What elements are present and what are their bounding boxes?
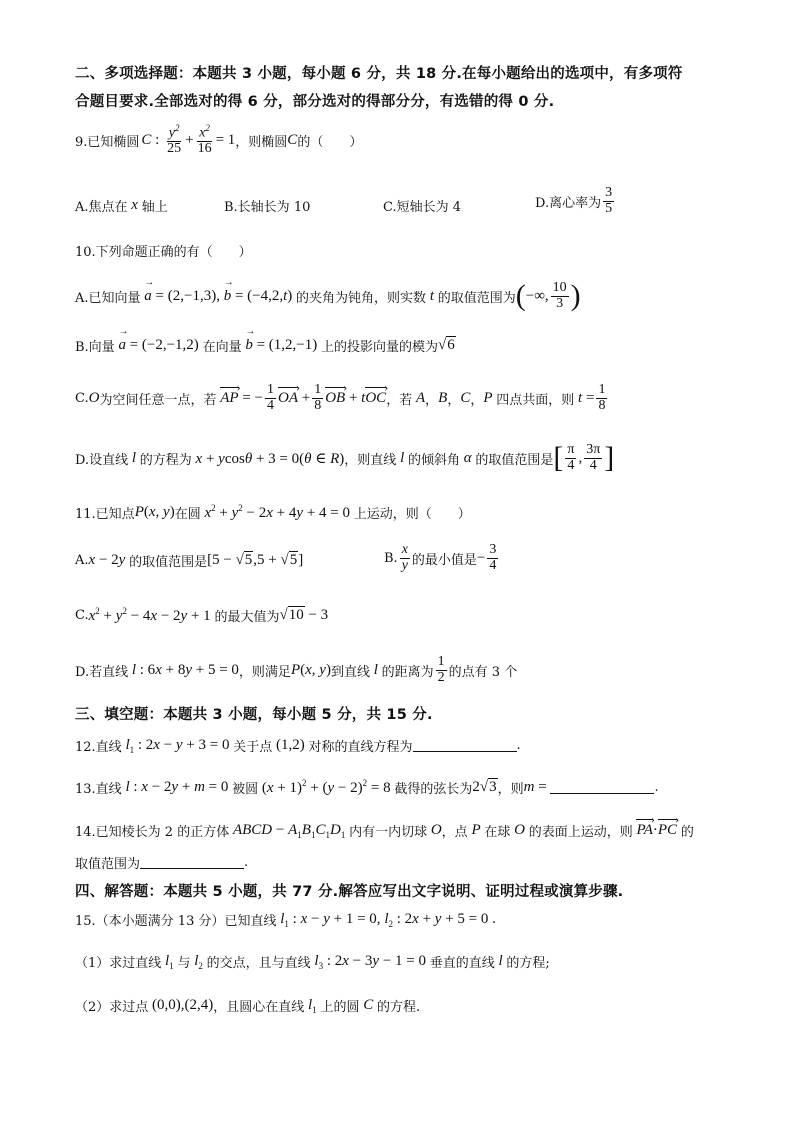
question-14-line2: 取值范围为 . bbox=[75, 855, 249, 872]
question-10-option-c[interactable]: C. O 为空间任意一点，若 AP › = − $\frac{1}{4}$ OA › + $\frac{1}{8}$ OB › + tOC › ，若 A ， B ， C ， P 四点共面，则 t = $\frac{1}{8}$ bbox=[75, 383, 609, 413]
question-13: 13.直线 l : x − 2y + m = 0 被圆 $(x + 1)^2 + (y - 2)^2 = 8$ 截得的弦长为 2√3 ，则 m = . bbox=[75, 778, 659, 797]
question-9-option-c[interactable]: C.短轴长为 4 bbox=[383, 200, 462, 215]
question-11-option-a[interactable]: A. x − 2y 的取值范围是 [5 − √5,5 + √5] bbox=[75, 552, 304, 570]
section-3-header: 三、填空题：本题共 3 小题，每小题 5 分，共 15 分. bbox=[75, 707, 433, 723]
question-11-option-c[interactable]: C. $x^2 + y^2 - 4x - 2y + 1$ 的最大值为 √10 − 3 bbox=[75, 606, 329, 625]
section-2-header-line2: 合题目要求.全部选对的得 6 分，部分选对的得部分分，有选错的得 0 分. bbox=[75, 94, 555, 110]
question-15-part-1: （1）求过直线 $l_1$ 与 $l_2$ 的交点，且与直线 $l_3$ : 2x − 3y − 1 = 0 垂直的直线 l 的方程; bbox=[75, 952, 550, 971]
question-12-answer-blank[interactable] bbox=[413, 739, 517, 752]
question-15-part-2: （2）求过点 (0,0),(2,4) ，且圆心在直线 $l_1$ 上的圆 C 的方程. bbox=[75, 996, 421, 1015]
question-11-option-d[interactable]: D.若直线 l : 6x + 8y + 5 = 0 ，则满足 P(x, y) 到直线 l 的距离为 $\frac{1}{2}$ 的点有 3 个 bbox=[75, 654, 518, 685]
section-2-header-line1: 二、多项选择题：本题共 3 小题，每小题 6 分，共 18 分.在每小题给出的选项中，有多项符 bbox=[75, 66, 683, 82]
question-12: 12.直线 $l_1$ : 2x − y + 3 = 0 关于点 (1,2) 对称的直线方程为 . bbox=[75, 736, 521, 755]
question-9-stem: 9.已知椭圆 C : $\frac{y^2}{25}$ + $\frac{x^2}{16}$ = 1 ，则椭圆 C 的（ ） bbox=[75, 123, 363, 157]
question-14-line1: 14.已知棱长为 2 的正方体 ABCD − $A_1B_1C_1D_1$ 内有一内切球 O ，点 P 在球 O 的表面上运动，则 PA ›·PC › 的 bbox=[75, 821, 694, 840]
question-11-option-b[interactable]: B. $\frac{x}{y}$ 的最小值是 − $\frac{3}{4}$ bbox=[384, 542, 497, 573]
section-4-header: 四、解答题：本题共 5 小题，共 77 分.解答应写出文字说明、证明过程或演算步骤. bbox=[75, 884, 624, 900]
question-15-stem: 15.（本小题满分 13 分）已知直线 $l_1$ : x − y + 1 = 0, $l_2$ : 2x + y + 5 = 0 . bbox=[75, 910, 496, 929]
question-10-stem: 10.下列命题正确的有（ ） bbox=[75, 245, 252, 260]
question-10-option-b[interactable]: B.向量 → a = (−2,−1,2) 在向量 → b = (1,2,−1) 上的投影向量的模为 √6 bbox=[75, 336, 456, 355]
question-9-option-d[interactable]: D.离心率为 $\frac{3}{5}$ bbox=[535, 185, 613, 216]
question-9-option-a[interactable]: A.焦点在 x 轴上 bbox=[75, 197, 168, 215]
question-10-option-d[interactable]: D.设直线 l 的方程为 x + ycosθ + 3 = 0(θ ∈ R) ，则直线 l 的倾斜角 α 的取值范围是 [ $\frac{\pi}{4}$ , $\frac{3\pi}{4}$ ] bbox=[75, 441, 615, 475]
question-13-answer-blank[interactable] bbox=[550, 781, 654, 794]
question-9-option-b[interactable]: B.长轴长为 10 bbox=[224, 200, 311, 215]
question-14-answer-blank[interactable] bbox=[140, 856, 244, 869]
question-10-option-a[interactable]: A.已知向量 → a = (2,−1,3), → b = (−4,2,t) 的夹角为钝角，则实数 t 的取值范围为 ( −∞, $\frac{10}{3}$ ) bbox=[75, 281, 581, 311]
question-11-stem: 11.已知点 P(x, y) 在圆 $x^2 + y^2 - 2x + 4y + 4 = 0$ 上运动，则（ ） bbox=[75, 503, 471, 522]
